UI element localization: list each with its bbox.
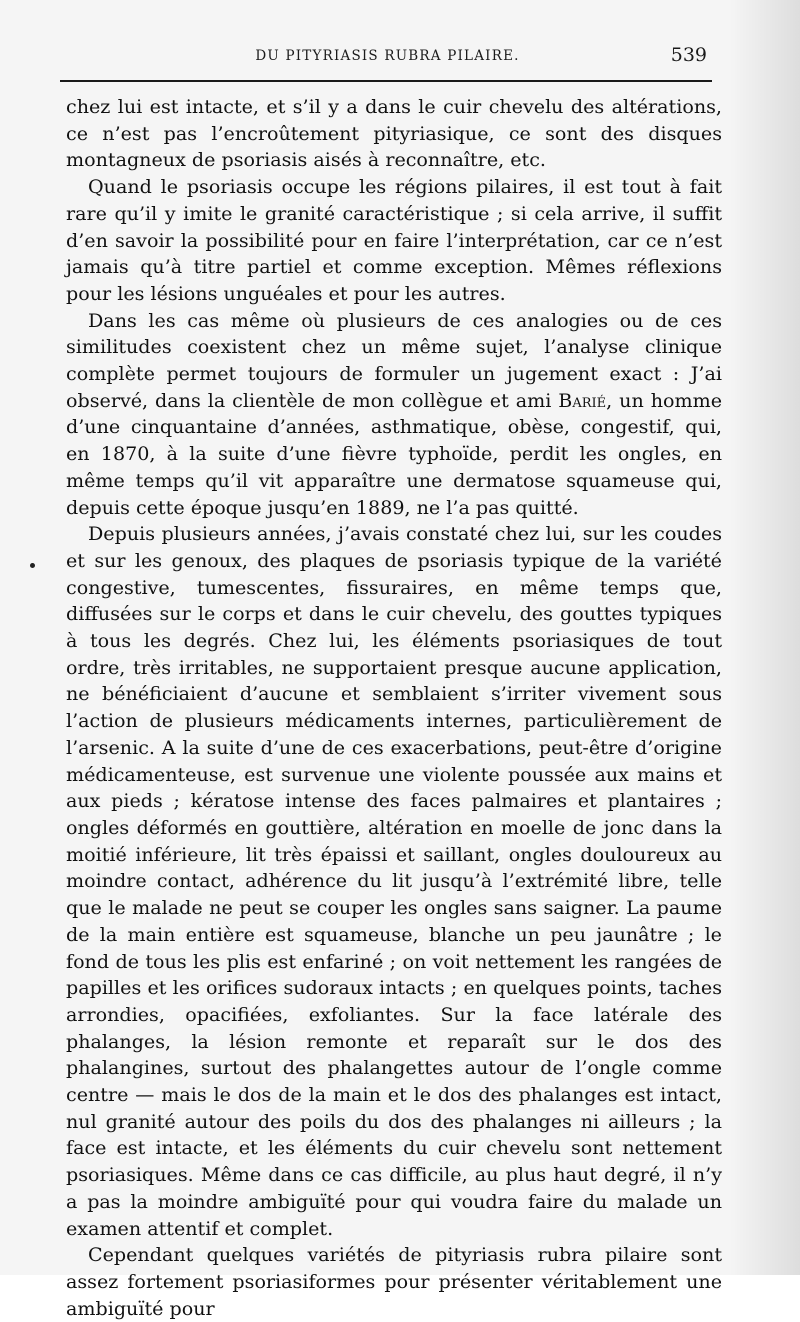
- person-name: Barié: [558, 388, 607, 412]
- margin-mark: [30, 563, 35, 568]
- paragraph-continuation: chez lui est intacte, et s’il y a dans le cuir chevelu des altérations, ce n’est pas l’encroûtement pityriasique, ce sont des disques montagneux de psoriasis aisés à reconnaître, etc.: [66, 95, 722, 172]
- paragraph: Quand le psoriasis occupe les régions pilaires, il est tout à fait rare qu’il y imite le granité caractéristique ; si cela arrive, il suffit d’en savoir la possibilité pour en faire l’interprétation, car ce n’est jamais qu’à titre partiel et comme exception. Mêmes réflexions pour les lésions unguéales et pour les autres.: [66, 175, 722, 305]
- header-rule: [60, 80, 712, 82]
- page-edge-shadow: [730, 0, 800, 1275]
- paragraph-text: , un homme d’une cinquantaine d’années, asthmatique, obèse, congestif, qui, en 1870, à la suite d’une fièvre typhoïde, perdit les ongles, en même temps qu’il vit apparaître une dermatose squameuse qui, depuis cette époque jusqu’en 1889, ne l’a pas quitté.: [66, 388, 723, 519]
- page-header: [60, 44, 715, 74]
- paragraph: Cependant quelques variétés de pityriasis rubra pilaire sont assez fortement psoriasiformes pour présenter véritablement une ambiguïté pour: [66, 1243, 722, 1320]
- body-text: [66, 94, 722, 1322]
- paragraph-text: Dans les cas même où plusieurs de ces analogies ou de ces similitudes coexistent chez un même sujet, l’analyse clinique complète permet toujours de formuler un jugement exact : J’ai observé, dans la clientèle de mon collègue et ami: [66, 308, 722, 412]
- paragraph-observation: [66, 308, 722, 522]
- running-title: DU PITYRIASIS RUBRA PILAIRE.: [255, 48, 520, 64]
- paragraph-case-description: Depuis plusieurs années, j’avais constaté chez lui, sur les coudes et sur les genoux, des plaques de psoriasis typique de la variété congestive, tumescentes, fissuraires, en même temps que, diffusées sur le corps et dans le cuir chevelu, des gouttes typiques à tous les degrés. Chez lui, les éléments psoriasiques de tout ordre, très irritables, ne supportaient presque aucune application, ne bénéficiaient d’aucune et semblaient s’irriter vivement sous l’action de plusieurs médicaments internes, particulièrement de l’arsenic. A la suite d’une de ces exacerbations, peut-être d’origine médicamenteuse, est survenue une violente poussée aux mains et aux pieds ; kératose intense des faces palmaires et plantaires ; ongles déformés en gouttière, altération en moelle de jonc dans la moitié inférieure, lit très épaissi et saillant, ongles douloureux au moindre contact, adhérence du lit jusqu’à l’extrémité libre, telle que le malade ne peut se couper les ongles sans saigner. La paume de la main entière est squameuse, blanche un peu jaunâtre ; le fond de tous les plis est enfariné ; on voit nettement les rangées de papilles et les orifices sudoraux intacts ; en quelques points, taches arrondies, opacifiées, exfoliantes. Sur la face latérale des phalanges, la lésion remonte et reparaît sur le dos des phalangines, surtout des phalangettes autour de l’ongle comme centre — mais le dos de la main et le dos des phalanges est intact, nul granité autour des poils du dos des phalanges ni ailleurs ; la face est intacte, et les éléments du cuir chevelu sont nettement psoriasiques. Même dans ce cas difficile, au plus haut degré, il n’y a pas la moindre ambiguïté pour qui voudra faire du malade un examen attentif et complet.: [66, 522, 722, 1240]
- page-number: 539: [670, 44, 707, 66]
